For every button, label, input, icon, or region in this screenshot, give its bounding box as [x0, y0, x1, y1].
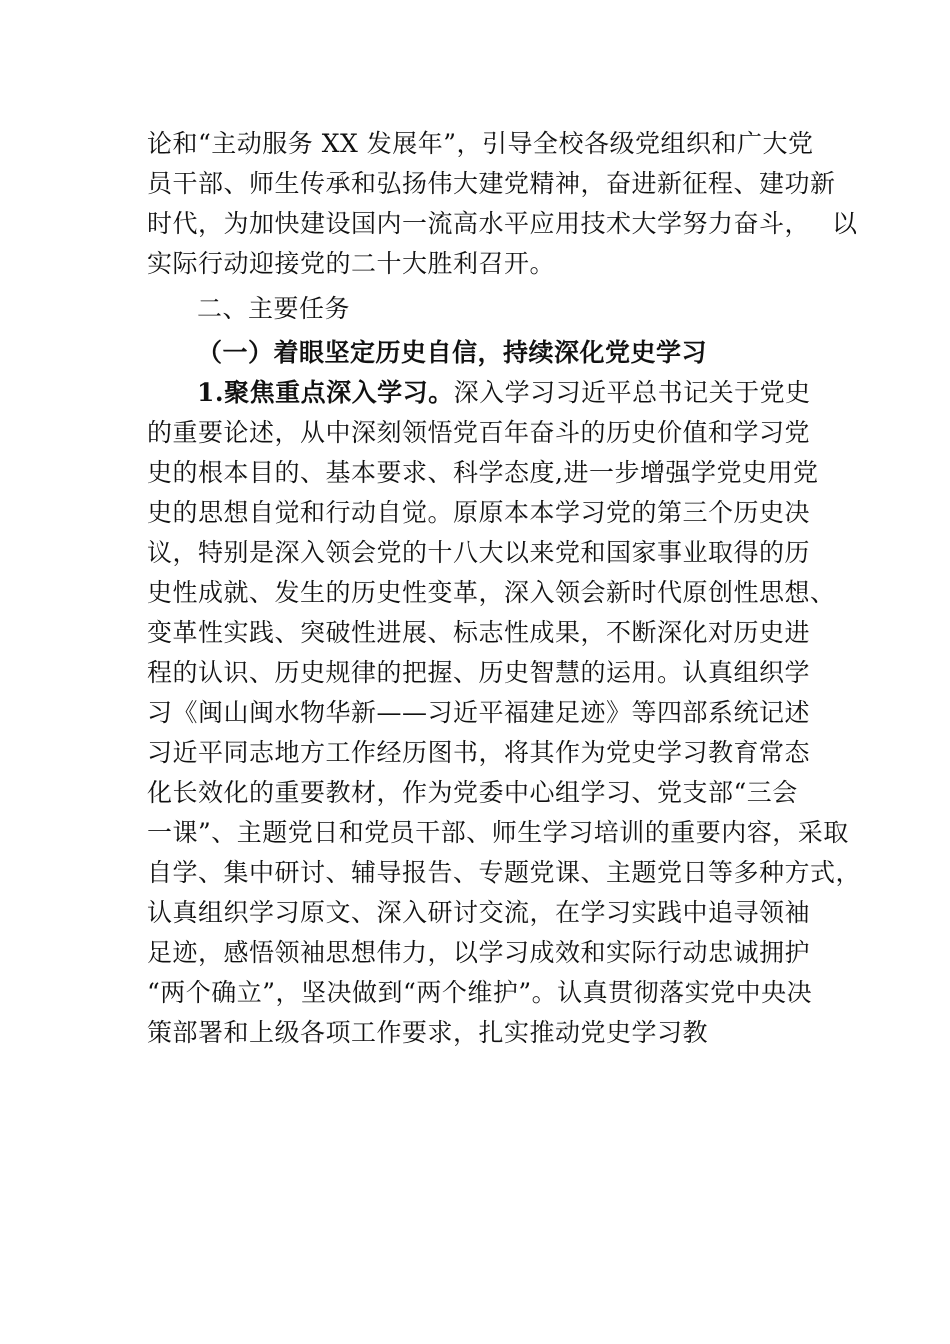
paragraph-line: 史性成就、发生的历史性变革，深入领会新时代原创性思想、: [147, 578, 836, 607]
paragraph-line: 论和“主动服务 XX 发展年”，引导全校各级党组织和广大党: [147, 129, 814, 158]
paragraph-line: 习《闽山闽水物华新——习近平福建足迹》等四部系统记述: [147, 698, 811, 727]
paragraph-line-text: 以: [832, 209, 858, 238]
paragraph-line: 化长效化的重要教材，作为党委中心组学习、党支部“三会: [147, 778, 798, 807]
subsection-heading: （一）着眼坚定历史自信，持续深化党史学习: [197, 338, 708, 367]
paragraph-line: 认真组织学习原文、深入研讨交流，在学习实践中追寻领袖: [147, 898, 811, 927]
item-title: 1.聚焦重点深入学习。: [197, 378, 454, 407]
paragraph-line: 策部署和上级各项工作要求，扎实推动党史学习教: [147, 1018, 709, 1047]
paragraph-line-text: 时代，为加快建设国内一流高水平应用技术大学努力奋斗，: [147, 209, 811, 238]
paragraph-line: 实际行动迎接党的二十大胜利召开。: [147, 249, 556, 278]
paragraph-line: [147, 204, 858, 244]
paragraph-line: 员干部、师生传承和弘扬伟大建党精神，奋进新征程、建功新: [147, 169, 836, 198]
paragraph-line: “两个确立”，坚决做到“两个维护”。认真贯彻落实党中央决: [147, 978, 813, 1007]
paragraph-line: 史的根本目的、基本要求、科学态度,进一步增强学党史用党: [147, 458, 819, 487]
paragraph-line: 自学、集中研讨、辅导报告、专题党课、主题党日等多种方式，: [147, 858, 862, 887]
paragraph-line: 足迹，感悟领袖思想伟力，以学习成效和实际行动忠诚拥护: [147, 938, 811, 967]
section-heading: 二、主要任务: [197, 294, 351, 323]
paragraph-line: 一课”、主题党日和党员干部、师生学习培训的重要内容，采取: [147, 818, 849, 847]
paragraph-line: 程的认识、历史规律的把握、历史智慧的运用。认真组织学: [147, 658, 811, 687]
paragraph-line: 变革性实践、突破性进展、标志性成果，不断深化对历史进: [147, 618, 811, 647]
paragraph-line: 议，特别是深入领会党的十八大以来党和国家事业取得的历: [147, 538, 811, 567]
item-first-line: [197, 373, 897, 413]
item-first-line-text: 深入学习习近平总书记关于党史: [453, 378, 811, 407]
paragraph-line: 的重要论述，从中深刻领悟党百年奋斗的历史价值和学习党: [147, 418, 811, 447]
paragraph-line: 习近平同志地方工作经历图书，将其作为党史学习教育常态: [147, 738, 811, 767]
paragraph-line: 史的思想自觉和行动自觉。原原本本学习党的第三个历史决: [147, 498, 811, 527]
